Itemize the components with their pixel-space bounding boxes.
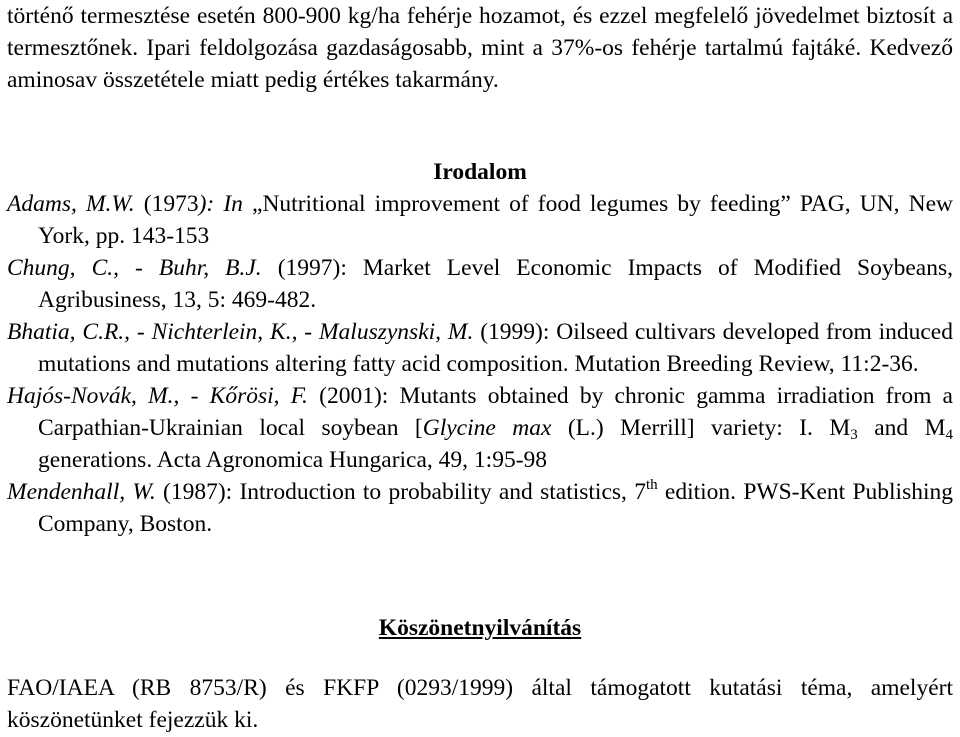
- references-heading: Irodalom: [433, 159, 527, 185]
- reference-bhatia: [7, 316, 953, 380]
- reference-species: Glycine max: [422, 415, 552, 441]
- reference-text-2: edition. PWS-Kent Publishing Company, Boston.: [38, 479, 953, 537]
- reference-text-2: (L.) Merrill] variety: I. M: [551, 415, 851, 441]
- superscript-th: th: [645, 477, 658, 493]
- subscript-3: 3: [850, 427, 858, 443]
- reference-adams: [7, 188, 953, 252]
- acknowledgement-paragraph: FAO/IAEA (RB 8753/R) és FKFP (0293/1999) által támogatott kutatási téma, amelyért köszönetünket fejezzük ki.: [7, 675, 953, 733]
- reference-text: (1997): Market Level Economic Impacts of Modified Soybeans, Agribusiness, 13, 5: 469-482.: [38, 255, 954, 313]
- reference-authors: Chung, C., - Buhr, B.J.: [7, 255, 262, 281]
- reference-text: (1987): Introduction to probability and statistics, 7: [155, 479, 646, 505]
- reference-text: „Nutritional improvement of food legumes by feeding” PAG, UN, New York, pp. 143-153: [38, 191, 953, 249]
- intro-paragraph: történő termesztése esetén 800-900 kg/ha fehérje hozamot, és ezzel megfelelő jövedelmet biztosít a termesztőnek. Ipari feldolgozása gazdaságosabb, mint a 37%-os fehérje tartalmú fajtáké. Kedvező aminosav összetétele miatt pedig értékes takarmány.: [7, 3, 953, 93]
- reference-authors: Hajós-Novák, M., - Kőrösi, F.: [7, 383, 308, 409]
- reference-in: ): In: [198, 191, 253, 217]
- reference-hajos-novak: [7, 380, 953, 476]
- acknowledgement-heading: Köszönetnyilvánítás: [378, 615, 582, 641]
- reference-text-3: and M: [857, 415, 946, 441]
- reference-authors: Bhatia, C.R., - Nichterlein, K., - Maluszynski, M.: [7, 319, 474, 345]
- reference-chung: [7, 252, 953, 316]
- reference-year: (1973: [134, 191, 199, 217]
- subscript-4: 4: [945, 427, 953, 443]
- reference-text: (2001): Mutants obtained by chronic gamma irradiation from a Carpathian-Ukrainian local soybean [: [38, 383, 953, 441]
- reference-mendenhall: [7, 476, 953, 540]
- reference-text-4: generations. Acta Agronomica Hungarica, 49, 1:95-98: [38, 447, 548, 473]
- document-page: [7, 0, 954, 733]
- references-list: [7, 188, 953, 540]
- reference-authors: Adams, M.W.: [7, 191, 135, 217]
- reference-text: (1999): Oilseed cultivars developed from induced mutations and mutations altering fatty acid composition. Mutation Breeding Review, 11:2-36.: [38, 319, 953, 377]
- reference-authors: Mendenhall, W.: [7, 479, 156, 505]
